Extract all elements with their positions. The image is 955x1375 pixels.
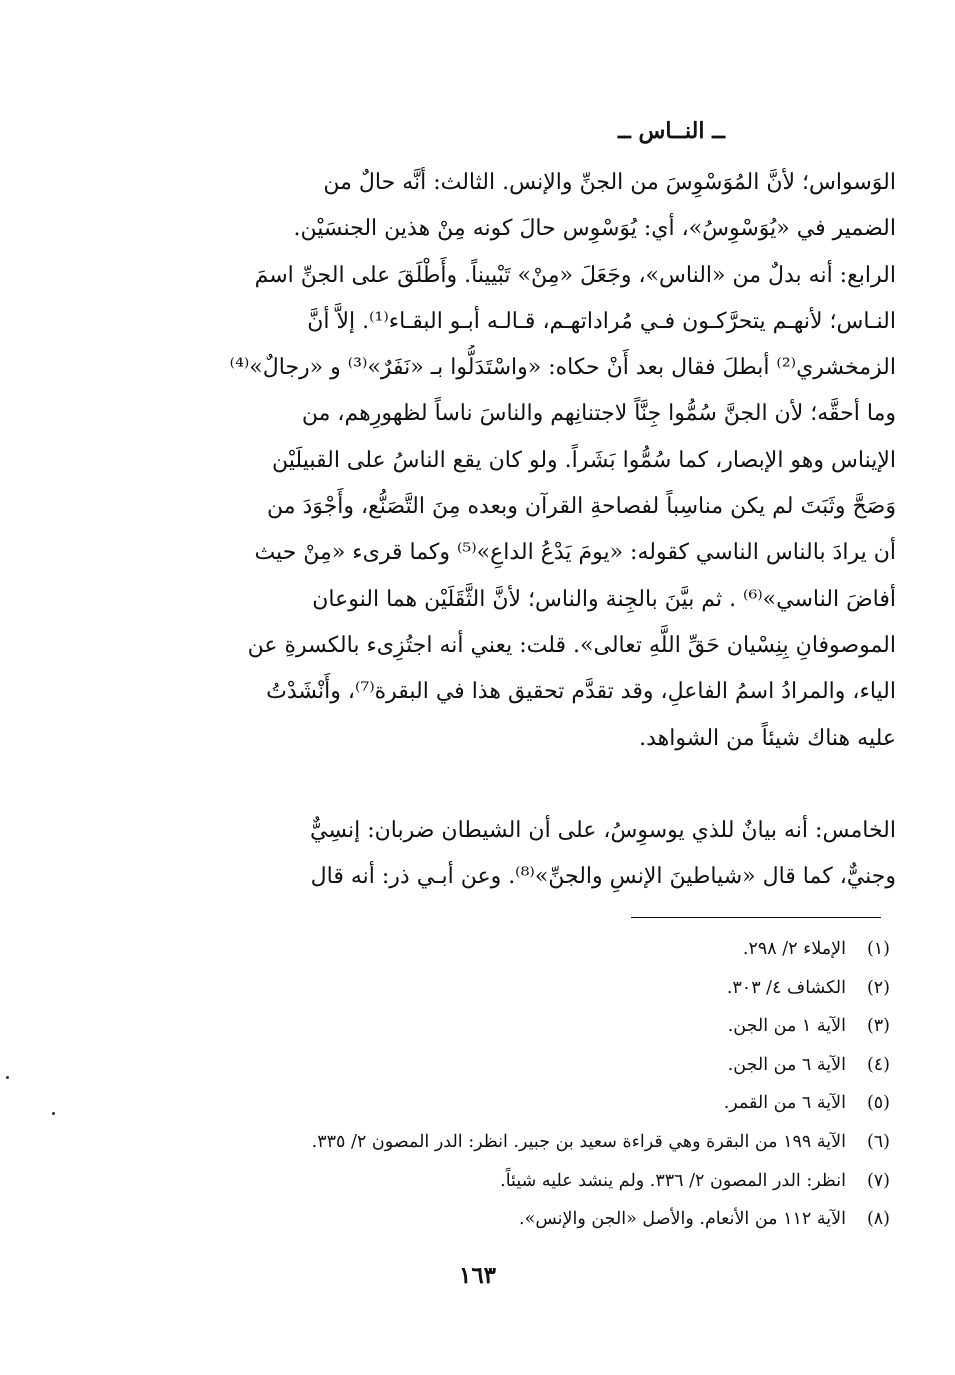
footnote-text: الآية ٦ من القمر. [723,1093,846,1114]
footnote-text: الآية ٦ من الجن. [727,1054,846,1075]
text-line: الياء، والمرادُ اسمُ الفاعلِ، وقد تقدَّم تحقيق هذا في البقرة⁽⁷⁾، وأَنْشَدْتُ [266,679,896,705]
text-line: أفاضَ الناسي»⁽⁶⁾ . ثم بيَّنَ بالجِنة والناس؛ لأنَّ الثَّقَلَيْن هما النوعان [312,586,896,612]
footnote-number: (١) [866,939,890,959]
footnote-text: انظر: الدر المصون ٢/ ٣٣٦. ولم ينشد عليه شيئاً. [500,1170,846,1191]
text-line: وجنيٌّ، كما قال «شياطينَ الإنسِ والجنِّ»⁽⁸⁾. وعن أبـي ذر: أنه قال [310,864,896,889]
footnote [170,1123,890,1162]
footnote-number: (٤) [866,1054,890,1075]
text-line: الضمير في «يُوَسْوِسُ»، أي: يُوَسْوِس حالَ كونه مِنْ هذين الجنسَيْن. [293,216,896,242]
second-paragraph [178,808,896,900]
footnote [170,1084,890,1123]
footnote-number: (٣) [866,1016,890,1037]
footnote [170,1046,890,1085]
text-line: عليه هناك شيئاً من الشواهد. [639,725,896,751]
text-line: الرابع: أنه بدلٌ من «الناس»، وجَعَلَ «مِنْ» تَبْييناً. وأَطْلَقَ على الجنِّ اسمَ [254,262,896,288]
footnotes [170,930,890,1239]
footnote-text: الآية ١١٢ من الأنعام. والأصل «الجن والإنس». [519,1209,846,1230]
footnote-divider [631,917,881,918]
footnote-text: الكشاف ٤/ ٣٠٣. [726,977,846,998]
footnote [170,1162,890,1201]
text-line: الإيناس وهو الإبصار، كما سُمُّوا بَشَراً. ولو كان يقع الناسُ على القبيلَيْن [272,447,896,473]
text-line: الموصوفانِ بِنِسْيان حَقِّ اللَّهِ تعالى». قلت: يعني أنه اجتُزِىء بالكسرةِ عن [247,632,896,658]
footnote-text: الآية ١٩٩ من البقرة وهي قراءة سعيد بن جبير. انظر: الدر المصون ٢/ ٣٣٥. [311,1131,846,1152]
text-line: الوَسواس؛ لأنَّ المُوَسْوِسَ من الجنِّ والإنس. الثالث: أنَّه حالٌ من [323,170,896,195]
footnote-number: (٧) [866,1170,890,1191]
footnote-number: (٦) [866,1131,890,1152]
footnote-number: (٨) [866,1209,890,1230]
text-line: الزمخشري⁽²⁾ أبطلَ فقال بعد أَنْ حكاه: «واسْتَدَلُّوا بـ «نَفَرٌ»⁽³⁾ و «رجالٌ»⁽⁴⁾ [229,355,896,381]
footnote-number: (٥) [866,1093,890,1114]
footnote [170,1007,890,1046]
footnote-number: (٢) [866,977,890,998]
page-number: ١٦٣ [458,1262,497,1289]
scan-speck [6,1076,9,1079]
footnote-text: الإملاء ٢/ ٢٩٨. [742,939,846,959]
footnote [170,1200,890,1239]
footnote [170,969,890,1008]
text-line: النـاس؛ لأنهـم يتحرَّكـون فـي مُراداتهـم، قـالـه أبـو البقـاء⁽¹⁾. إلاَّ أنَّ [307,308,896,334]
text-line: الخامس: أنه بيانٌ للذي يوسوِسُ، على أن الشيطان ضربان: إنسِيٌّ [310,818,896,843]
footnote-text: الآية ١ من الجن. [727,1016,846,1037]
footnote [170,930,890,969]
main-paragraph [178,160,896,762]
scan-speck [52,1112,55,1115]
running-header: ــ النــاس ــ [617,118,725,144]
text-line: أن يرادَ بالناس الناسي كقوله: «يومَ يَدْعُ الداعِ»⁽⁵⁾ وكما قرىء «مِنْ حيث [254,540,896,566]
text-line: وما أحقَّه؛ لأن الجنَّ سُمُّوا جِنَّاً لاجتنانِهم والناسَ ناساً لظهورِهم، من [301,401,896,427]
text-line: وَصَحَّ وثَبَتَ لم يكن مناسِباً لفصاحةِ القرآن وبعده مِنَ التَّصَنُّع، وأَجْوَدَ من [266,494,896,520]
